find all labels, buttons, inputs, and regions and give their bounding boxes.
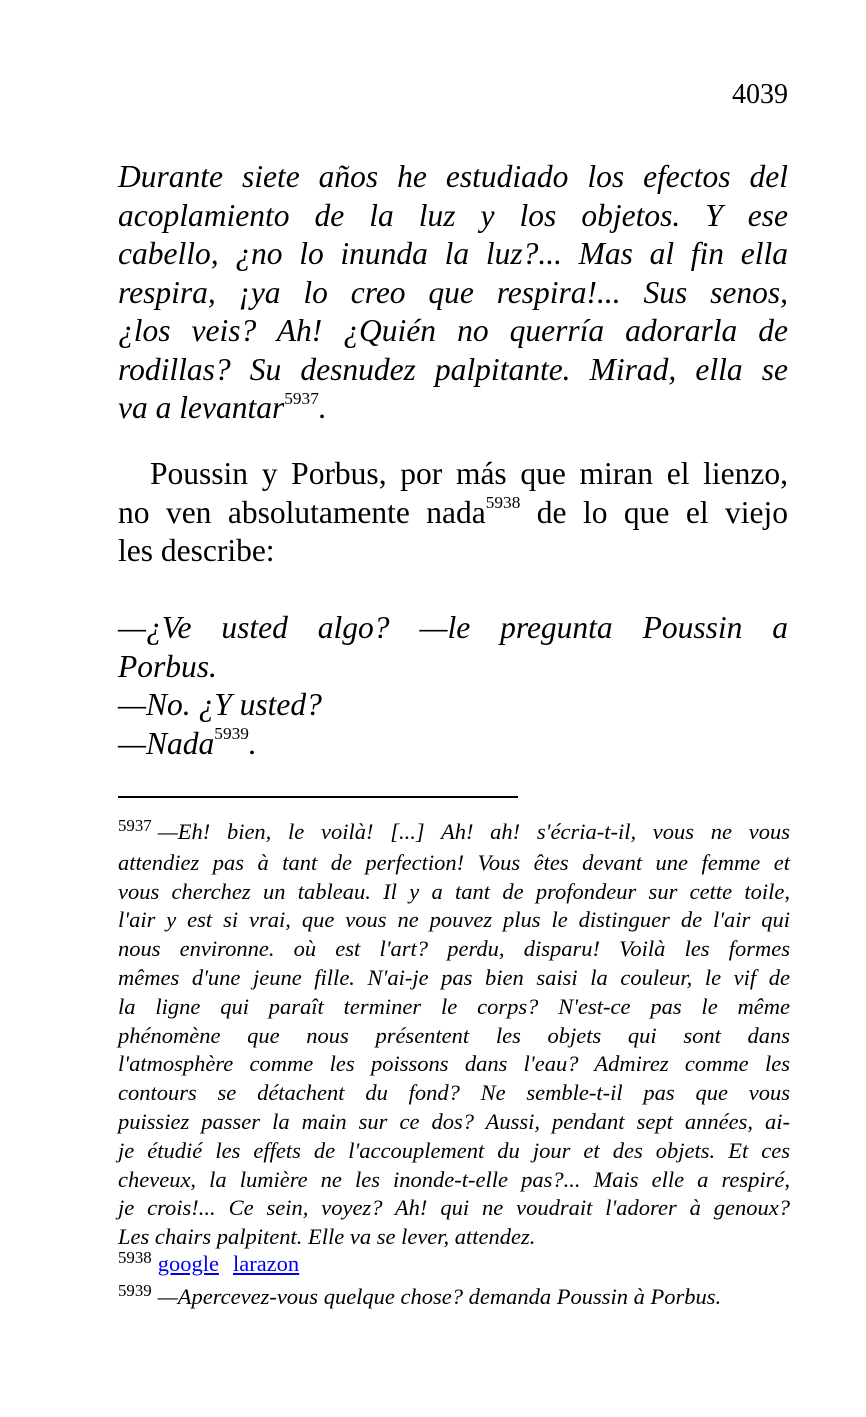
- quote-line: Durante siete años he estudiado los efectos del: [118, 159, 788, 194]
- footnote-ref-5939[interactable]: 5939: [214, 724, 249, 744]
- narrative-line: Poussin y Porbus, por más que miran el lienzo,: [150, 456, 788, 491]
- footnote-line: la ligne qui paraît terminer le corps? N'est-ce pas le même: [118, 993, 790, 1019]
- footnote-line: phénomène que nous présentent les objets qui sont dans: [118, 1022, 790, 1048]
- dialogue-line: Porbus.: [118, 648, 217, 684]
- footnote-line: je étudié les effets de l'accouplement du jour et des objets. Et ces: [118, 1137, 790, 1163]
- footnote-number: 5937: [118, 816, 152, 836]
- narrative-text: no ven absolutamente nada: [118, 494, 486, 530]
- footnote-line: nous environne. où est l'art? perdu, disparu! Voilà les formes: [118, 936, 790, 962]
- footnote-line: [118, 818, 790, 849]
- quote-line: acoplamiento de la luz y los objetos. Y ese: [118, 197, 788, 233]
- footnote-line: contours se détachent du fond? Ne semble-t-il pas que vous: [118, 1080, 790, 1106]
- footnote-line: vous cherchez un tableau. Il y a tant de profondeur sur cette toile,: [118, 878, 790, 904]
- dialogue-line: [118, 725, 788, 764]
- footnote-line: [118, 1250, 790, 1281]
- quote-line: cabello, ¿no lo inunda la luz?... Mas al fin ella: [118, 236, 788, 271]
- narrative-text: de lo que el viejo: [520, 494, 788, 530]
- footnote-5938: [118, 1250, 790, 1281]
- quote-paragraph: [118, 158, 788, 428]
- footnote-number: 5938: [118, 1248, 152, 1268]
- dialogue-line: —¿Ve usted algo? —le pregunta Poussin a: [118, 610, 788, 645]
- footnote-separator: [118, 796, 518, 798]
- dialogue-block: [118, 609, 788, 763]
- quote-last-text: va a levantar: [118, 390, 285, 425]
- footnote-number: 5939: [118, 1281, 152, 1301]
- footnote-line: l'atmosphère comme les poissons dans l'eau? Admirez comme les: [118, 1051, 790, 1077]
- narrative-line: les describe:: [118, 533, 275, 568]
- footnote-line: mêmes d'une jeune fille. N'ai-je pas bien saisi la couleur, le vif de: [118, 964, 790, 990]
- footnote-5939: [118, 1283, 790, 1314]
- dialogue-end-punct: .: [248, 725, 257, 761]
- narrative-paragraph: [118, 455, 788, 571]
- narrative-line-2: [118, 494, 788, 533]
- quote-line: ¿los veis? Ah! ¿Quién no querría adorarla de: [118, 313, 788, 348]
- footnote-line: puissiez passer la main sur ce dos? Aussi, pendant sept années, ai-: [118, 1108, 790, 1134]
- quote-end-punct: .: [318, 390, 327, 425]
- footnote-5937: [118, 818, 790, 1252]
- footnote-line: cheveux, la lumière ne les inonde-t-elle pas?... Mais elle a respiré,: [118, 1166, 790, 1192]
- larazon-link[interactable]: larazon: [232, 1251, 300, 1276]
- footnote-text: —Eh! bien, le voilà! [...] Ah! ah! s'écria-t-il, vous ne vous: [157, 819, 790, 844]
- quote-last-line: [118, 389, 788, 428]
- footnote-line: attendiez pas à tant de perfection! Vous êtes devant une femme et: [118, 849, 790, 875]
- footnote-ref-5937[interactable]: 5937: [284, 388, 319, 408]
- quote-line: respira, ¡ya lo creo que respira!... Sus senos,: [118, 274, 788, 310]
- footnote-line: l'air y est si vrai, que vous ne pouvez plus le distinguer de l'air qui: [118, 907, 790, 933]
- quote-line: rodillas? Su desnudez palpitante. Mirad, ella se: [118, 351, 788, 387]
- google-link[interactable]: google: [157, 1251, 219, 1276]
- dialogue-line: —No. ¿Y usted?: [118, 687, 322, 722]
- footnote-line: je crois!... Ce sein, voyez? Ah! qui ne voudrait l'adorer à genoux?: [118, 1195, 790, 1221]
- footnote-text: —Apercevez-vous quelque chose? demanda Poussin à Porbus.: [157, 1284, 722, 1309]
- footnote-line: [118, 1283, 790, 1314]
- page-number: 4039: [732, 79, 788, 110]
- footnote-ref-5938[interactable]: 5938: [485, 493, 521, 513]
- dialogue-text: —Nada: [118, 725, 215, 761]
- footnote-line: Les chairs palpitent. Elle va se lever, attendez.: [118, 1224, 536, 1250]
